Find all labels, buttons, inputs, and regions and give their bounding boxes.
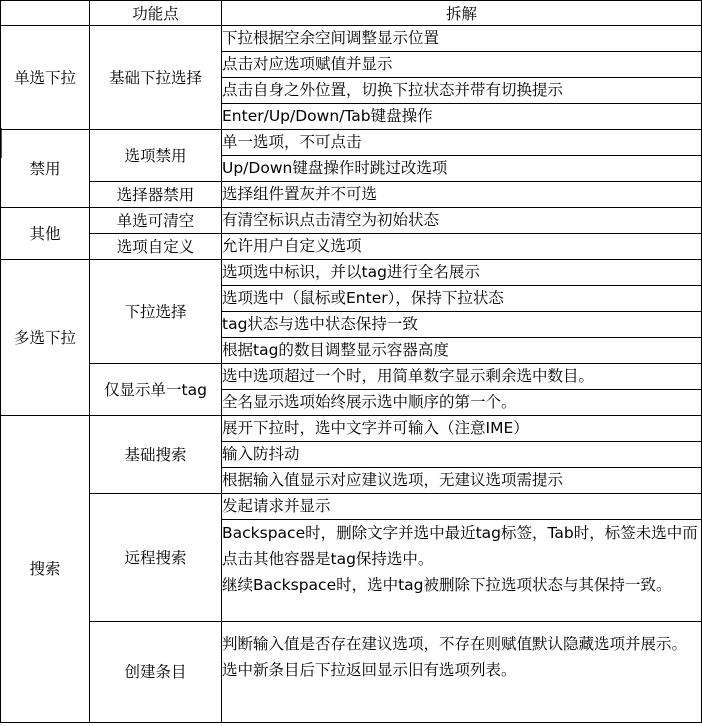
breakdown-cell: 选择组件置灰并不可选 <box>222 182 702 208</box>
breakdown-cell: 根据tag的数目调整显示容器高度 <box>222 338 702 364</box>
feature-cell: 选项禁用 <box>90 130 222 182</box>
category-cell: 搜索 <box>1 416 90 723</box>
breakdown-cell: 选项选中标识，并以tag进行全名展示 <box>222 260 702 286</box>
feature-cell: 单选可清空 <box>90 208 222 234</box>
feature-cell: 下拉选择 <box>90 260 222 364</box>
feature-cell: 仅显示单一tag <box>90 364 222 416</box>
breakdown-cell: 输入防抖动 <box>222 442 702 468</box>
breakdown-cell: Enter/Up/Down/Tab键盘操作 <box>222 104 702 130</box>
header-breakdown-cell: 拆解 <box>222 1 702 26</box>
table-row <box>1 364 702 390</box>
breakdown-cell: 单一选项，不可点击 <box>222 130 702 156</box>
breakdown-cell: tag状态与选中状态保持一致 <box>222 312 702 338</box>
category-cell: 禁用 <box>1 130 90 208</box>
breakdown-cell <box>222 622 702 723</box>
table-row <box>1 234 702 260</box>
breakdown-cell: 点击自身之外位置，切换下拉状态并带有切换提示 <box>222 78 702 104</box>
breakdown-paragraph: 判断输入值是否存在建议选项，不存在则赋值默认隐藏选项并展示。 <box>222 635 688 653</box>
header-feature-cell: 功能点 <box>90 1 222 26</box>
table-row <box>1 260 702 286</box>
header-category-cell <box>1 1 90 26</box>
category-cell: 其他 <box>1 208 90 260</box>
breakdown-paragraph: 继续Backspace时，选中tag被删除下拉选项状态与其保持一致。 <box>222 576 672 594</box>
breakdown-cell: 有清空标识点击清空为初始状态 <box>222 208 702 234</box>
feature-cell: 基础搜索 <box>90 416 222 494</box>
breakdown-cell: 根据输入值显示对应建议选项，无建议选项需提示 <box>222 468 702 494</box>
table-row <box>1 182 702 208</box>
breakdown-cell: 全名显示选项始终展示选中顺序的第一个。 <box>222 390 702 416</box>
category-cell: 多选下拉 <box>1 260 90 416</box>
table-row <box>1 622 702 723</box>
breakdown-paragraph: 选中新条目后下拉返回显示旧有选项列表。 <box>222 661 517 679</box>
header-row <box>1 1 702 26</box>
breakdown-paragraph: Backspace时，删除文字并选中最近tag标签，Tab时，标签未选中而点击其他容器是tag保持选中。 <box>222 524 698 568</box>
breakdown-cell <box>222 520 702 622</box>
feature-cell: 创建条目 <box>90 622 222 723</box>
table-row <box>1 130 702 156</box>
breakdown-cell: 点击对应选项赋值并显示 <box>222 52 702 78</box>
table-row <box>1 208 702 234</box>
feature-cell: 选择器禁用 <box>90 182 222 208</box>
feature-cell: 选项自定义 <box>90 234 222 260</box>
table-row <box>1 26 702 52</box>
breakdown-cell: 展开下拉时，选中文字并可输入（注意IME） <box>222 416 702 442</box>
breakdown-cell: 发起请求并显示 <box>222 494 702 520</box>
breakdown-cell: 允许用户自定义选项 <box>222 234 702 260</box>
feature-cell: 基础下拉选择 <box>90 26 222 130</box>
table-row <box>1 494 702 520</box>
breakdown-cell: Up/Down键盘操作时跳过改选项 <box>222 156 702 182</box>
feature-cell: 远程搜索 <box>90 494 222 622</box>
breakdown-cell: 下拉根据空余空间调整显示位置 <box>222 26 702 52</box>
table-row <box>1 416 702 442</box>
category-cell: 单选下拉 <box>1 26 90 130</box>
breakdown-cell: 选中选项超过一个时，用简单数字显示剩余选中数目。 <box>222 364 702 390</box>
breakdown-cell: 选项选中（鼠标或Enter），保持下拉状态 <box>222 286 702 312</box>
